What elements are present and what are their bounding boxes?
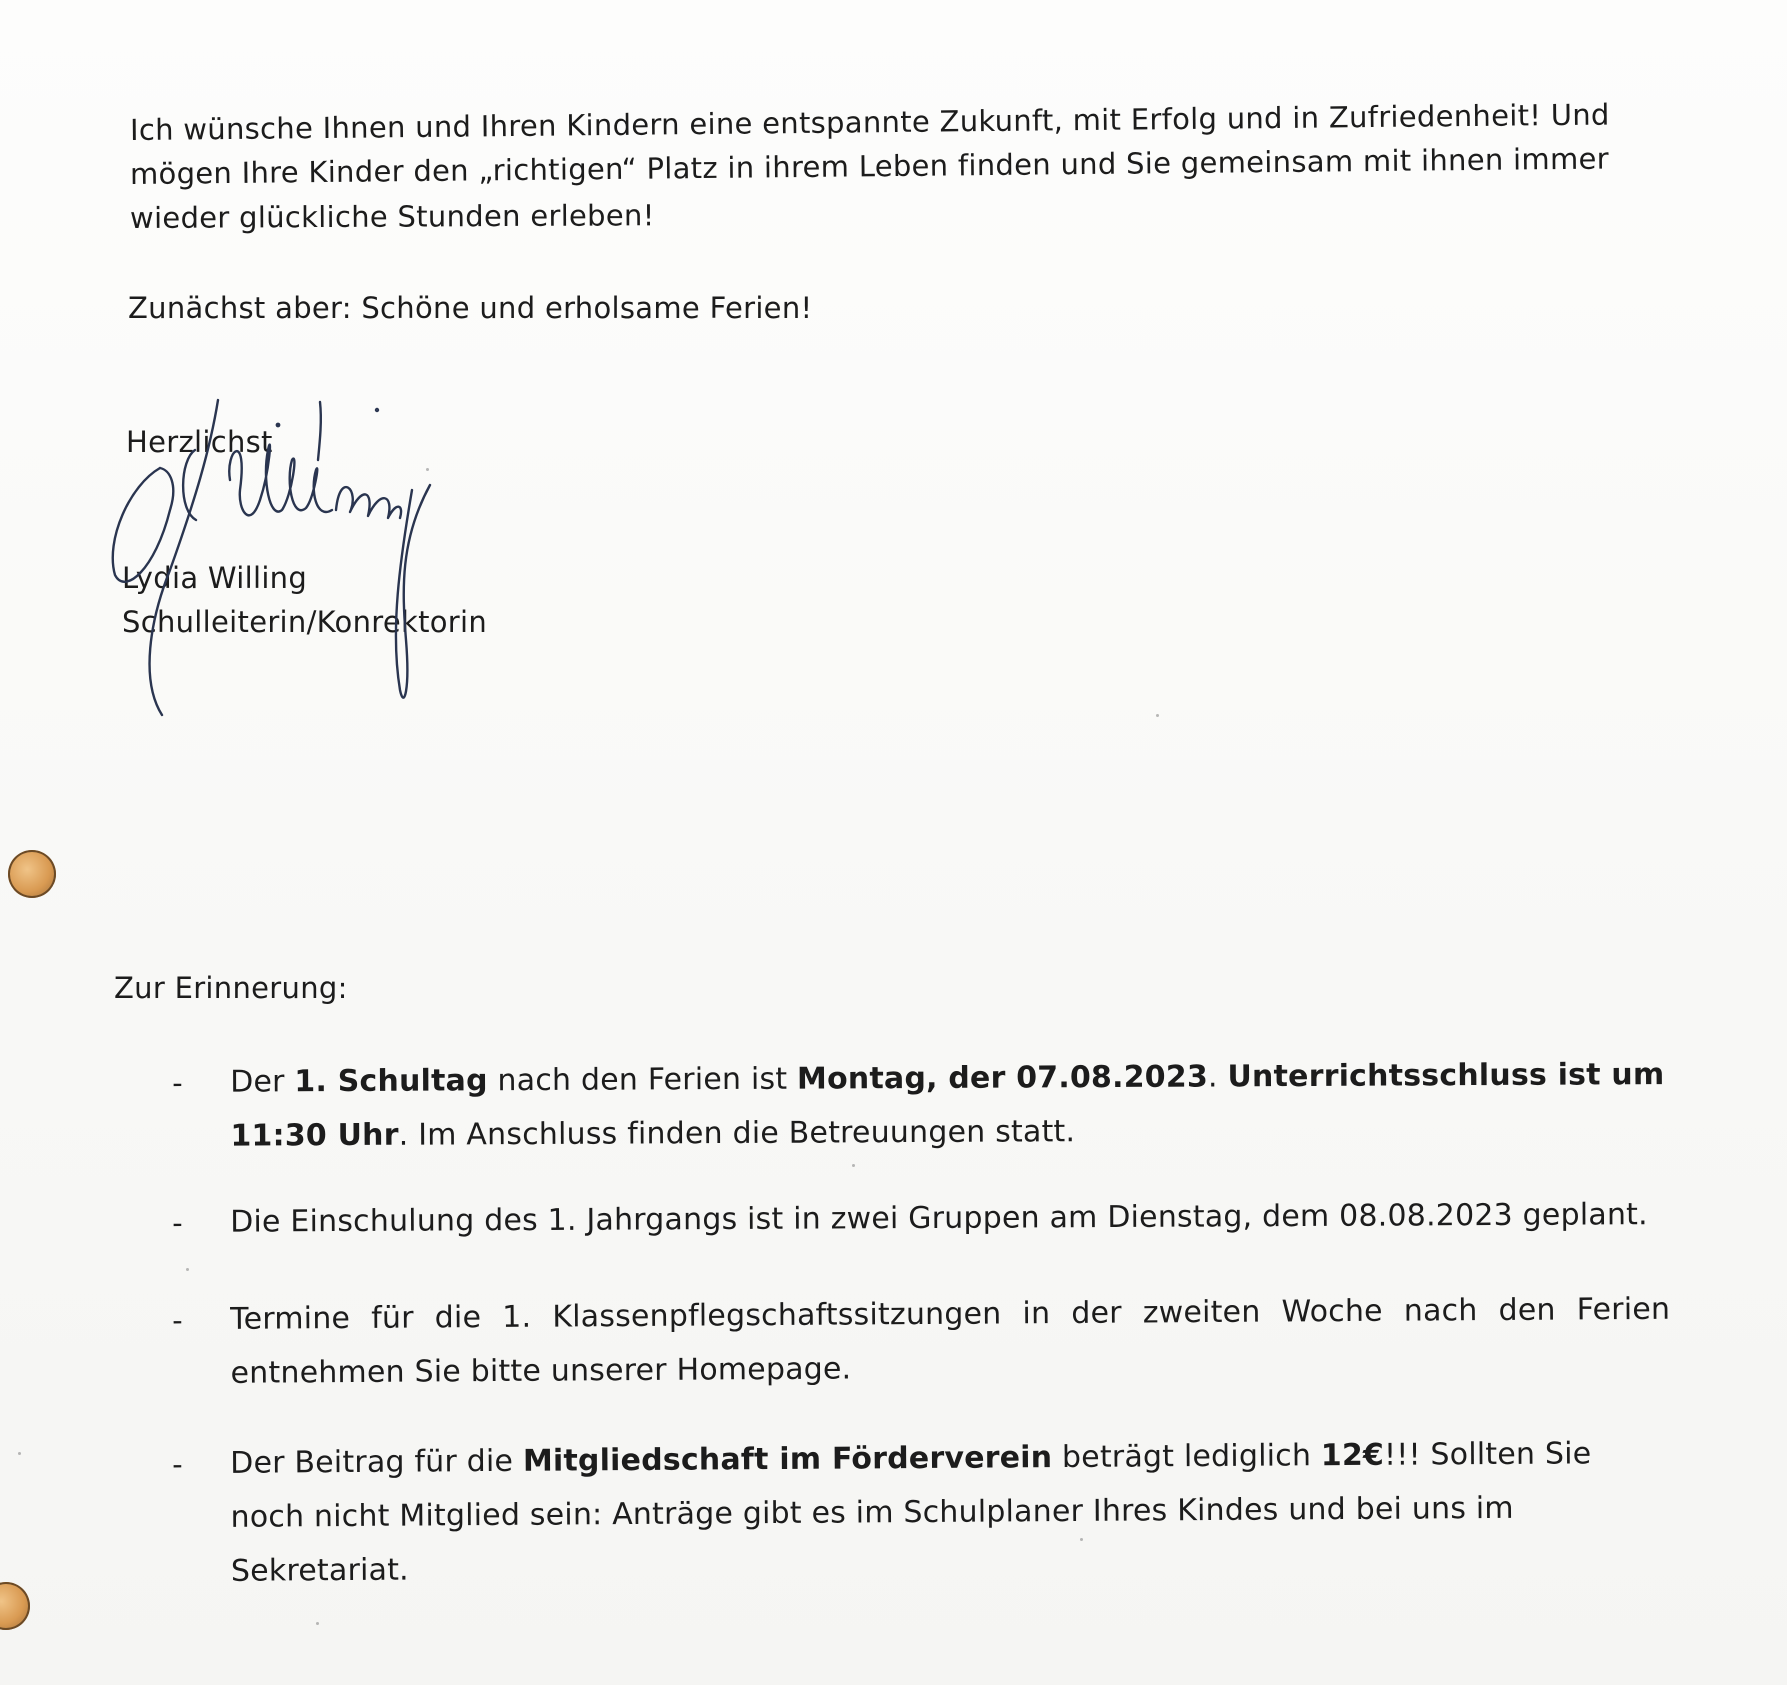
lesson-end-time: Unterrichtsschluss ist um 11:30 Uhr bbox=[230, 1057, 1665, 1154]
list-dash: - bbox=[172, 1447, 183, 1482]
intro-line-1: Ich wünsche Ihnen und Ihren Kindern eine entspannte Zukunft, mit Erfolg und in Zufriedenheit! Und bbox=[129, 97, 1610, 147]
text-segment: . Im Anschluss finden die Betreuungen statt. bbox=[398, 1114, 1076, 1153]
intro-line-2: mögen Ihre Kinder den „richtigen“ Platz in ihrem Leben finden und Sie gemeinsam mit ihnen immer bbox=[129, 141, 1610, 191]
text-segment: beträgt lediglich bbox=[1052, 1438, 1321, 1476]
reminder-title: Zur Erinnerung: bbox=[114, 971, 348, 1005]
school-start-date: Montag, der 07.08.2023 bbox=[796, 1059, 1209, 1097]
paper-speck bbox=[1080, 1538, 1083, 1541]
paper-speck bbox=[186, 1268, 189, 1271]
list-item bbox=[160, 1048, 1680, 1154]
text-segment: Der Beitrag für die bbox=[230, 1443, 524, 1481]
text-segment: !!! Sollten Sie noch nicht Mitglied sein: Anträge gibt es im Schulplaner Ihres Kindes und bei uns im Sekretariat. bbox=[230, 1436, 1592, 1589]
first-school-day: 1. Schultag bbox=[294, 1063, 488, 1100]
list-item-text bbox=[230, 1048, 1671, 1164]
signer-role: Schulleiterin/Konrektorin bbox=[122, 605, 488, 639]
list-item bbox=[160, 1283, 1680, 1391]
signer-name: Lydia Willing bbox=[122, 561, 308, 595]
paper-speck bbox=[852, 1164, 855, 1167]
paper-speck bbox=[316, 1622, 319, 1625]
punch-hole-upper bbox=[8, 850, 56, 898]
paper-speck bbox=[1156, 714, 1159, 717]
membership-fee: 12€ bbox=[1320, 1437, 1385, 1474]
paper-speck bbox=[18, 1452, 21, 1455]
list-item bbox=[160, 1427, 1680, 1589]
list-dash: - bbox=[172, 1065, 183, 1100]
list-dash: - bbox=[172, 1303, 183, 1338]
list-dash: - bbox=[172, 1205, 183, 1240]
paper-speck bbox=[426, 468, 429, 471]
punch-hole-lower bbox=[0, 1582, 30, 1630]
intro-line-3: wieder glückliche Stunden erleben! bbox=[129, 198, 655, 235]
list-item-text bbox=[230, 1427, 1671, 1599]
text-segment: Der bbox=[230, 1064, 295, 1100]
text-segment: . bbox=[1207, 1059, 1228, 1095]
text-segment: nach den Ferien ist bbox=[487, 1061, 798, 1099]
membership-label: Mitgliedschaft im Förderverein bbox=[522, 1440, 1053, 1479]
greeting: Herzlichst bbox=[126, 425, 273, 459]
closing-wish: Zunächst aber: Schöne und erholsame Ferien! bbox=[128, 291, 813, 325]
list-item bbox=[160, 1188, 1680, 1240]
list-item-text: Termine für die 1. Klassenpflegschaftssitzungen in der zweiten Woche nach den Ferien entnehmen Sie bitte unserer Homepage. bbox=[230, 1291, 1671, 1391]
intro-paragraph bbox=[129, 97, 1650, 240]
list-item-text: Die Einschulung des 1. Jahrgangs ist in zwei Gruppen am Dienstag, dem 08.08.2023 geplant. bbox=[230, 1197, 1648, 1240]
